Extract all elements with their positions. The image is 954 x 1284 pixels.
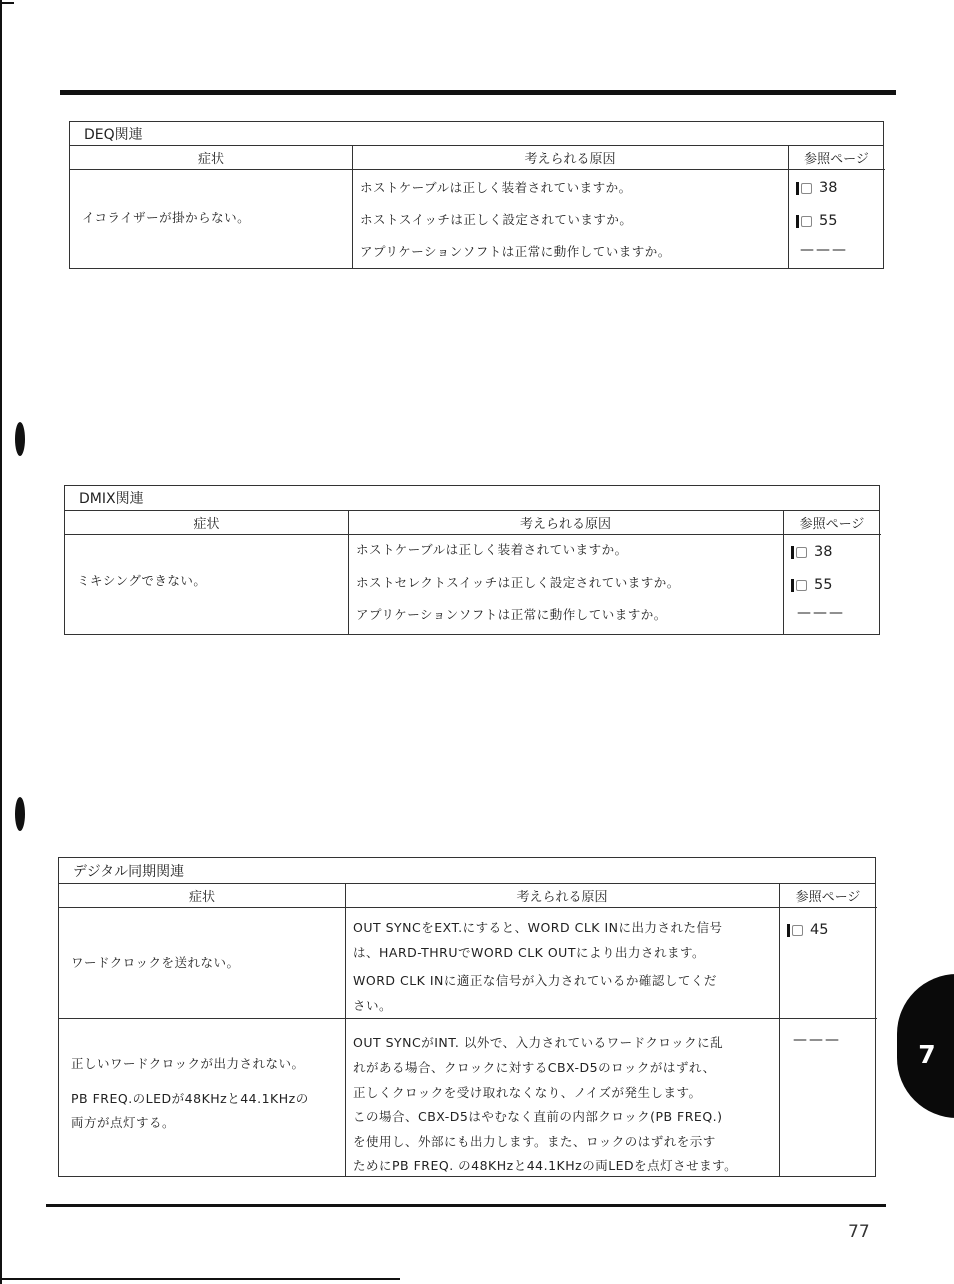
page-reference-icon: [796, 214, 811, 229]
cause-line: この場合、CBX-D5はやむなく直前の内部クロック(PB FREQ.): [353, 1109, 723, 1124]
header-reference: 参照ページ: [779, 884, 877, 908]
page-reference-icon: [796, 181, 811, 196]
symptom-cell: イコライザーが掛からない。: [82, 210, 251, 225]
cause-line: ためにPB FREQ. の48KHzと44.1KHzの両LEDを点灯させます。: [353, 1158, 738, 1173]
digital-sync-table: [58, 857, 876, 1177]
cause-line: OUT SYNCがINT. 以外で、入力されているワードクロックに乱: [353, 1035, 724, 1050]
top-rule: [60, 90, 896, 95]
chapter-tab-number: 7: [918, 1040, 936, 1069]
cause-line: WORD CLK INに適正な信号が入力されているか確認してくだ: [353, 973, 717, 988]
ref-page-38: 38: [796, 180, 837, 196]
deq-table: [69, 121, 884, 269]
cause-line: 正しくクロックを受け取れなくなり、ノイズが発生します。: [353, 1085, 702, 1100]
bottom-rule: [46, 1204, 886, 1207]
symptom-cell: ミキシングできない。: [77, 573, 207, 588]
header-symptom: 症状: [59, 884, 345, 908]
cause-line: ホストケーブルは正しく装着されていますか。: [356, 542, 628, 557]
cause-line: OUT SYNCをEXT.にすると、WORD CLK INに出力された信号: [353, 920, 723, 935]
ref-page-55: 55: [796, 213, 837, 229]
ref-none: ———: [797, 605, 845, 621]
header-cause: 考えられる原因: [345, 884, 779, 908]
page-reference-icon: [791, 578, 806, 593]
cause-line: れがある場合、クロックに対するCBX-D5のロックがはずれ、: [353, 1060, 716, 1075]
ref-page-45: 45: [787, 922, 828, 938]
cause-line: ホストケーブルは正しく装着されていますか。: [360, 180, 632, 195]
table-title: デジタル同期関連: [59, 858, 875, 884]
cause-line: ホストセレクトスイッチは正しく設定されていますか。: [356, 575, 680, 590]
ref-page-55: 55: [791, 577, 832, 593]
page-number: 77: [848, 1222, 870, 1242]
cause-line: は、HARD-THRUでWORD CLK OUTにより出力されます。: [353, 945, 705, 960]
header-cause: 考えられる原因: [352, 146, 788, 170]
page-edge-left: [0, 0, 2, 1284]
page-corner-mark: [0, 2, 14, 4]
header-reference: 参照ページ: [783, 511, 881, 535]
cause-line: を使用し、外部にも出力します。また、ロックのはずれを示す: [353, 1134, 716, 1149]
header-symptom: 症状: [65, 511, 348, 535]
binder-hole-lower: [15, 797, 25, 831]
cause-line: アプリケーションソフトは正常に動作していますか。: [360, 244, 671, 259]
ref-none: ———: [793, 1032, 841, 1048]
ref-none: ———: [800, 242, 848, 258]
page-edge-bottom: [0, 1278, 400, 1280]
cause-line: ホストスイッチは正しく設定されていますか。: [360, 212, 633, 227]
page-reference-icon: [791, 545, 806, 560]
header-cause: 考えられる原因: [348, 511, 783, 535]
ref-page-38: 38: [791, 544, 832, 560]
symptom-line: 両方が点灯する。: [71, 1115, 176, 1130]
header-reference: 参照ページ: [788, 146, 885, 170]
cause-line: さい。: [353, 998, 393, 1013]
cause-line: アプリケーションソフトは正常に動作していますか。: [356, 607, 667, 622]
table-title: DEQ関連: [70, 122, 883, 146]
header-symptom: 症状: [70, 146, 352, 170]
binder-hole-upper: [15, 422, 25, 456]
symptom-line: PB FREQ.のLEDが48KHzと44.1KHzの: [71, 1091, 309, 1106]
symptom-line: 正しいワードクロックが出力されない。: [71, 1056, 305, 1071]
table-title: DMIX関連: [65, 486, 879, 511]
dmix-table: [64, 485, 880, 635]
symptom-cell: ワードクロックを送れない。: [71, 955, 240, 970]
page-reference-icon: [787, 923, 802, 938]
